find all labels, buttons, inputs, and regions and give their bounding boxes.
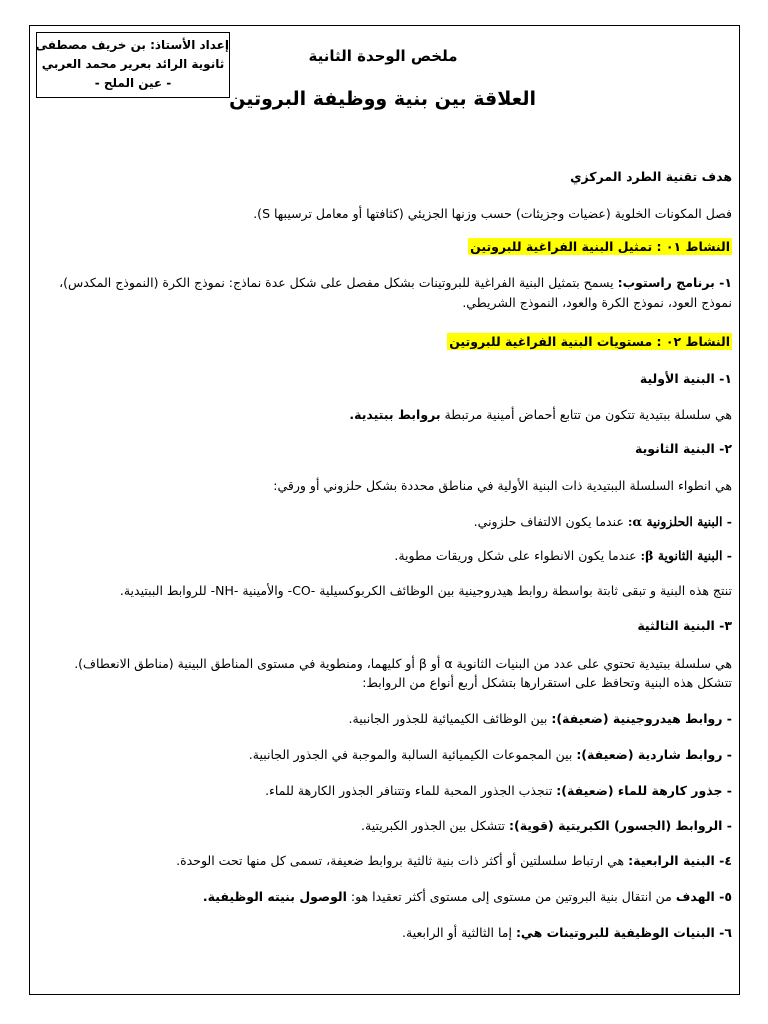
author-line-1: إعداد الأستاذ: بن خريف مصطفى [35, 38, 229, 52]
bond-item-disulfide [361, 817, 732, 835]
alpha-label: - البنية الحلزونية α: [627, 514, 732, 529]
bond-ionic-text: بين المجموعات الكيميائية السالبة والموجبة في الجذور الجانبية. [248, 747, 577, 762]
main-title: العلاقة بين بنية ووظيفة البروتين [229, 88, 536, 110]
rasmol-label: ١- برنامج راستوب: [617, 275, 732, 290]
beta-line [394, 547, 732, 565]
quaternary-label: ٤- البنية الرابعية: [628, 853, 732, 868]
alpha-line [474, 513, 732, 531]
primary-text-body: هي سلسلة ببتيدية تتكون من تتابع أحماض أمينية مرتبطة [440, 407, 732, 422]
functional-text: إما الثالثية أو الرابعية. [402, 925, 516, 940]
unit-title: ملخص الوحدة الثانية [308, 47, 458, 65]
bond-item-hydrophobic [265, 782, 732, 800]
bond-hydrophobic-label: - جذور كارهة للماء (ضعيفة): [556, 783, 732, 798]
author-line-3: - عين الملح - [94, 76, 172, 90]
author-box [36, 32, 230, 98]
centrifuge-heading: هدف تقنية الطرد المركزي [570, 169, 732, 184]
beta-text: عندما يكون الانطواء على شكل وريقات مطوية. [394, 548, 641, 563]
primary-text [349, 406, 732, 424]
functional-label: ٦- البنيات الوظيفية للبروتينات هي: [515, 925, 732, 940]
functional-line [402, 924, 732, 942]
goal-text-bold: الوصول بنيته الوظيفية. [202, 889, 347, 904]
goal-label: ٥- الهدف [675, 889, 732, 904]
bond-disulfide-label: - الروابط (الجسور) الكبريتية (قوية): [509, 818, 732, 833]
activity2-heading-text: النشاط ٠٢ : مستويات البنية الفراغية للبروتين [449, 334, 730, 349]
activity1-heading [468, 238, 732, 256]
bond-disulfide-text: تتشكل بين الجذور الكبريتية. [361, 818, 510, 833]
bond-item-hydrogen [349, 710, 732, 728]
rasmol-text: يسمح بتمثيل البنية الفراغية للبروتينات بشكل مفصل على شكل عدة نماذج: نموذج الكرة (النموذج المكدس)، [59, 275, 618, 290]
bond-item-ionic [249, 746, 732, 764]
activity2-heading [447, 333, 732, 351]
tertiary-heading: ٣- البنية الثالثية [637, 618, 732, 633]
quaternary-line [176, 852, 732, 870]
tertiary-text-1: هي سلسلة ببتيدية تحتوي على عدد من البنيات الثانوية α أو β أو كليهما، ومنطوية في مستوى المناطق البينية (مناطق الانعطاف). [74, 656, 732, 671]
centrifuge-text: فصل المكونات الخلوية (عضيات وجزيئات) حسب وزنها الجزيئي (كثافتها أو معامل ترسيبها S). [253, 206, 732, 221]
secondary-heading: ٢- البنية الثانوية [635, 441, 732, 456]
secondary-text: هي انطواء السلسلة الببتيدية ذات البنية الأولية في مناطق محددة بشكل حلزوني أو ورقي: [273, 478, 732, 493]
secondary-note: تنتج هذه البنية و تبقى ثابتة بواسطة روابط هيدروجينية بين الوظائف الكربوكسيلية -CO- والأمينية -NH- للروابط الببتيدية. [119, 583, 732, 598]
activity1-item-cont: نموذج العود، نموذج الكرة والعود، النموذج الشريطي. [462, 295, 732, 310]
primary-heading: ١- البنية الأولية [639, 371, 732, 386]
primary-text-bold: بروابط ببتيدية. [349, 407, 441, 422]
tertiary-text-2: تتشكل هذه البنية وتحافظ على استقرارها بتشكل أربع أنواع من الروابط: [362, 675, 732, 690]
bond-hydrophobic-text: تنجذب الجذور المحبة للماء وتتنافر الجذور الكارهة للماء. [265, 783, 557, 798]
activity1-item [59, 274, 732, 292]
quaternary-text: هي ارتباط سلسلتين أو أكثر ذات بنية ثالثية بروابط ضعيفة، تسمى كل منها تحت الوحدة. [176, 853, 629, 868]
alpha-text: عندما يكون الالتفاف حلزوني. [473, 514, 628, 529]
bond-ionic-label: - روابط شاردية (ضعيفة): [576, 747, 732, 762]
goal-text: من انتقال بنية البروتين من مستوى إلى مستوى أكثر تعقيدا هو: [346, 889, 676, 904]
activity1-heading-text: النشاط ٠١ : تمثيل البنية الفراغية للبروتين [470, 239, 730, 254]
beta-label: - البنية الثانوية β: [640, 548, 732, 563]
author-line-2: ثانوية الرائد بعرير محمد العربي [41, 57, 225, 71]
bond-hydrogen-label: - روابط هيدروجينية (ضعيفة): [551, 711, 732, 726]
bond-hydrogen-text: بين الوظائف الكيميائية للجذور الجانبية. [348, 711, 552, 726]
goal-line [203, 888, 732, 906]
